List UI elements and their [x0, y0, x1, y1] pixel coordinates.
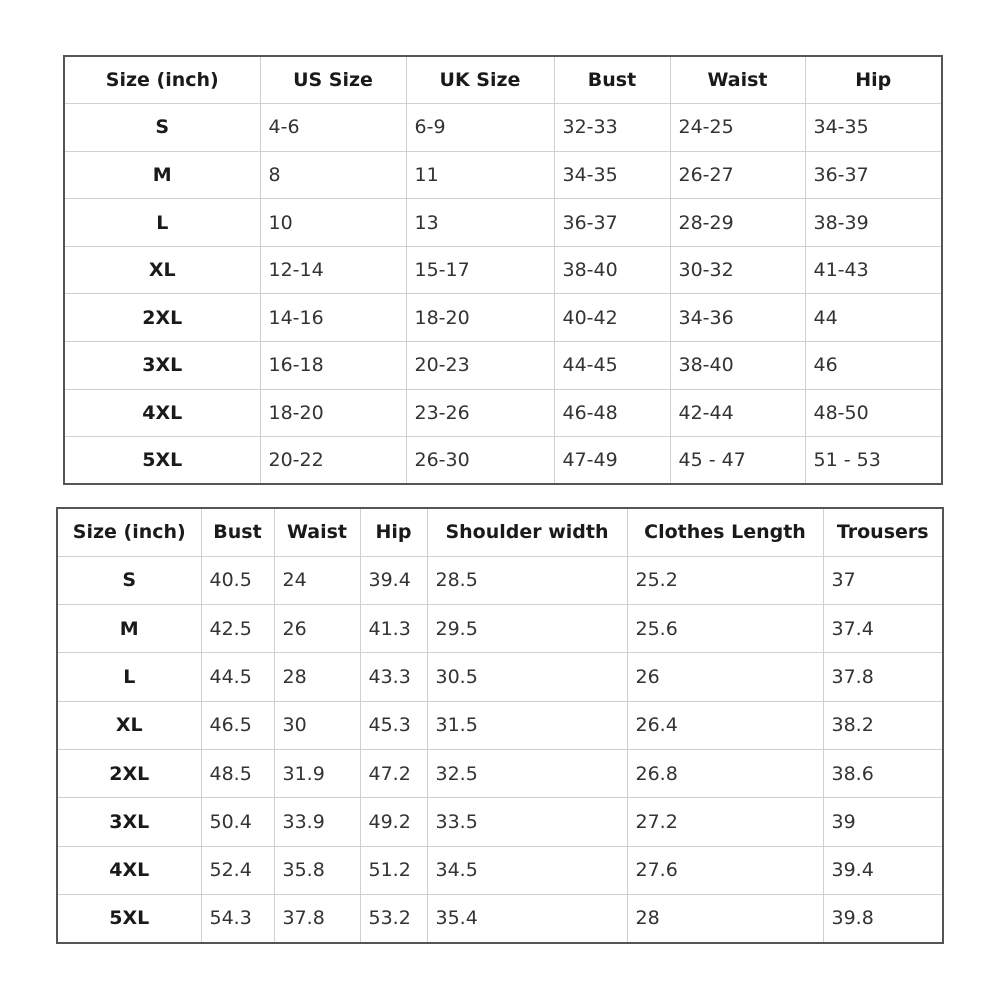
shoulder-width-cell: 31.5	[427, 701, 627, 749]
trousers-cell: 37.4	[823, 605, 943, 653]
size-label: 5XL	[57, 894, 201, 942]
uk-size-cell: 26-30	[406, 437, 554, 485]
bust-cell: 42.5	[201, 605, 274, 653]
bust-cell: 54.3	[201, 894, 274, 942]
clothes-length-cell: 27.6	[627, 846, 823, 894]
size-label: S	[57, 556, 201, 604]
shoulder-width-cell: 35.4	[427, 894, 627, 942]
hip-cell: 53.2	[360, 894, 427, 942]
uk-size-cell: 23-26	[406, 389, 554, 437]
table-header-row	[64, 56, 942, 104]
table-row	[64, 389, 942, 437]
trousers-cell: 37.8	[823, 653, 943, 701]
clothes-length-cell: 25.6	[627, 605, 823, 653]
table-row	[57, 846, 943, 894]
garment-measurement-table	[56, 507, 944, 944]
waist-cell: 31.9	[274, 749, 360, 797]
size-label: M	[57, 605, 201, 653]
size-label: 2XL	[57, 749, 201, 797]
header-clothes-length: Clothes Length	[627, 508, 823, 556]
us-size-cell: 10	[260, 199, 406, 247]
hip-cell: 48-50	[805, 389, 942, 437]
uk-size-cell: 11	[406, 151, 554, 199]
header-bust: Bust	[554, 56, 670, 104]
shoulder-width-cell: 30.5	[427, 653, 627, 701]
us-size-cell: 18-20	[260, 389, 406, 437]
size-label: 2XL	[64, 294, 260, 342]
size-label: L	[64, 199, 260, 247]
bust-cell: 40-42	[554, 294, 670, 342]
header-hip: Hip	[360, 508, 427, 556]
waist-cell: 38-40	[670, 342, 805, 390]
size-label: 4XL	[57, 846, 201, 894]
hip-cell: 39.4	[360, 556, 427, 604]
us-size-cell: 12-14	[260, 246, 406, 294]
shoulder-width-cell: 34.5	[427, 846, 627, 894]
size-label: M	[64, 151, 260, 199]
hip-cell: 47.2	[360, 749, 427, 797]
us-size-cell: 16-18	[260, 342, 406, 390]
uk-size-cell: 20-23	[406, 342, 554, 390]
header-shoulder-width: Shoulder width	[427, 508, 627, 556]
header-size: Size (inch)	[57, 508, 201, 556]
waist-cell: 24-25	[670, 104, 805, 152]
trousers-cell: 39.8	[823, 894, 943, 942]
bust-cell: 46.5	[201, 701, 274, 749]
us-size-cell: 4-6	[260, 104, 406, 152]
table-row	[57, 653, 943, 701]
bust-cell: 36-37	[554, 199, 670, 247]
hip-cell: 46	[805, 342, 942, 390]
clothes-length-cell: 26.8	[627, 749, 823, 797]
waist-cell: 30-32	[670, 246, 805, 294]
header-hip: Hip	[805, 56, 942, 104]
table-row	[64, 342, 942, 390]
trousers-cell: 39.4	[823, 846, 943, 894]
us-size-cell: 8	[260, 151, 406, 199]
bust-cell: 46-48	[554, 389, 670, 437]
us-size-cell: 14-16	[260, 294, 406, 342]
header-size: Size (inch)	[64, 56, 260, 104]
waist-cell: 37.8	[274, 894, 360, 942]
uk-size-cell: 13	[406, 199, 554, 247]
bust-cell: 47-49	[554, 437, 670, 485]
hip-cell: 49.2	[360, 798, 427, 846]
table-row	[64, 246, 942, 294]
bust-cell: 40.5	[201, 556, 274, 604]
size-label: XL	[64, 246, 260, 294]
table-row	[64, 294, 942, 342]
uk-size-cell: 15-17	[406, 246, 554, 294]
waist-cell: 34-36	[670, 294, 805, 342]
size-label: L	[57, 653, 201, 701]
hip-cell: 36-37	[805, 151, 942, 199]
hip-cell: 34-35	[805, 104, 942, 152]
size-label: 3XL	[57, 798, 201, 846]
header-waist: Waist	[670, 56, 805, 104]
clothes-length-cell: 26.4	[627, 701, 823, 749]
uk-size-cell: 18-20	[406, 294, 554, 342]
waist-cell: 26	[274, 605, 360, 653]
table-row	[64, 104, 942, 152]
clothes-length-cell: 28	[627, 894, 823, 942]
waist-cell: 26-27	[670, 151, 805, 199]
bust-cell: 38-40	[554, 246, 670, 294]
table-row	[57, 894, 943, 942]
table-row	[57, 798, 943, 846]
bust-cell: 48.5	[201, 749, 274, 797]
bust-cell: 50.4	[201, 798, 274, 846]
hip-cell: 45.3	[360, 701, 427, 749]
table-row	[57, 749, 943, 797]
table-header-row	[57, 508, 943, 556]
header-us-size: US Size	[260, 56, 406, 104]
trousers-cell: 39	[823, 798, 943, 846]
clothes-length-cell: 25.2	[627, 556, 823, 604]
trousers-cell: 38.2	[823, 701, 943, 749]
header-waist: Waist	[274, 508, 360, 556]
table-row	[64, 199, 942, 247]
header-uk-size: UK Size	[406, 56, 554, 104]
waist-cell: 42-44	[670, 389, 805, 437]
hip-cell: 43.3	[360, 653, 427, 701]
bust-cell: 52.4	[201, 846, 274, 894]
hip-cell: 51.2	[360, 846, 427, 894]
table-row	[57, 556, 943, 604]
size-conversion-table	[63, 55, 943, 485]
shoulder-width-cell: 29.5	[427, 605, 627, 653]
size-label: XL	[57, 701, 201, 749]
hip-cell: 44	[805, 294, 942, 342]
waist-cell: 28	[274, 653, 360, 701]
table-row	[64, 151, 942, 199]
bust-cell: 44.5	[201, 653, 274, 701]
bust-cell: 32-33	[554, 104, 670, 152]
hip-cell: 41.3	[360, 605, 427, 653]
header-trousers: Trousers	[823, 508, 943, 556]
trousers-cell: 37	[823, 556, 943, 604]
waist-cell: 33.9	[274, 798, 360, 846]
table-row	[57, 701, 943, 749]
hip-cell: 41-43	[805, 246, 942, 294]
bust-cell: 34-35	[554, 151, 670, 199]
clothes-length-cell: 27.2	[627, 798, 823, 846]
size-label: 5XL	[64, 437, 260, 485]
header-bust: Bust	[201, 508, 274, 556]
hip-cell: 38-39	[805, 199, 942, 247]
waist-cell: 35.8	[274, 846, 360, 894]
bust-cell: 44-45	[554, 342, 670, 390]
hip-cell: 51 - 53	[805, 437, 942, 485]
table-row	[64, 437, 942, 485]
size-label: 3XL	[64, 342, 260, 390]
us-size-cell: 20-22	[260, 437, 406, 485]
table-row	[57, 605, 943, 653]
waist-cell: 24	[274, 556, 360, 604]
waist-cell: 28-29	[670, 199, 805, 247]
waist-cell: 30	[274, 701, 360, 749]
size-label: 4XL	[64, 389, 260, 437]
shoulder-width-cell: 28.5	[427, 556, 627, 604]
clothes-length-cell: 26	[627, 653, 823, 701]
uk-size-cell: 6-9	[406, 104, 554, 152]
shoulder-width-cell: 32.5	[427, 749, 627, 797]
shoulder-width-cell: 33.5	[427, 798, 627, 846]
size-label: S	[64, 104, 260, 152]
waist-cell: 45 - 47	[670, 437, 805, 485]
trousers-cell: 38.6	[823, 749, 943, 797]
